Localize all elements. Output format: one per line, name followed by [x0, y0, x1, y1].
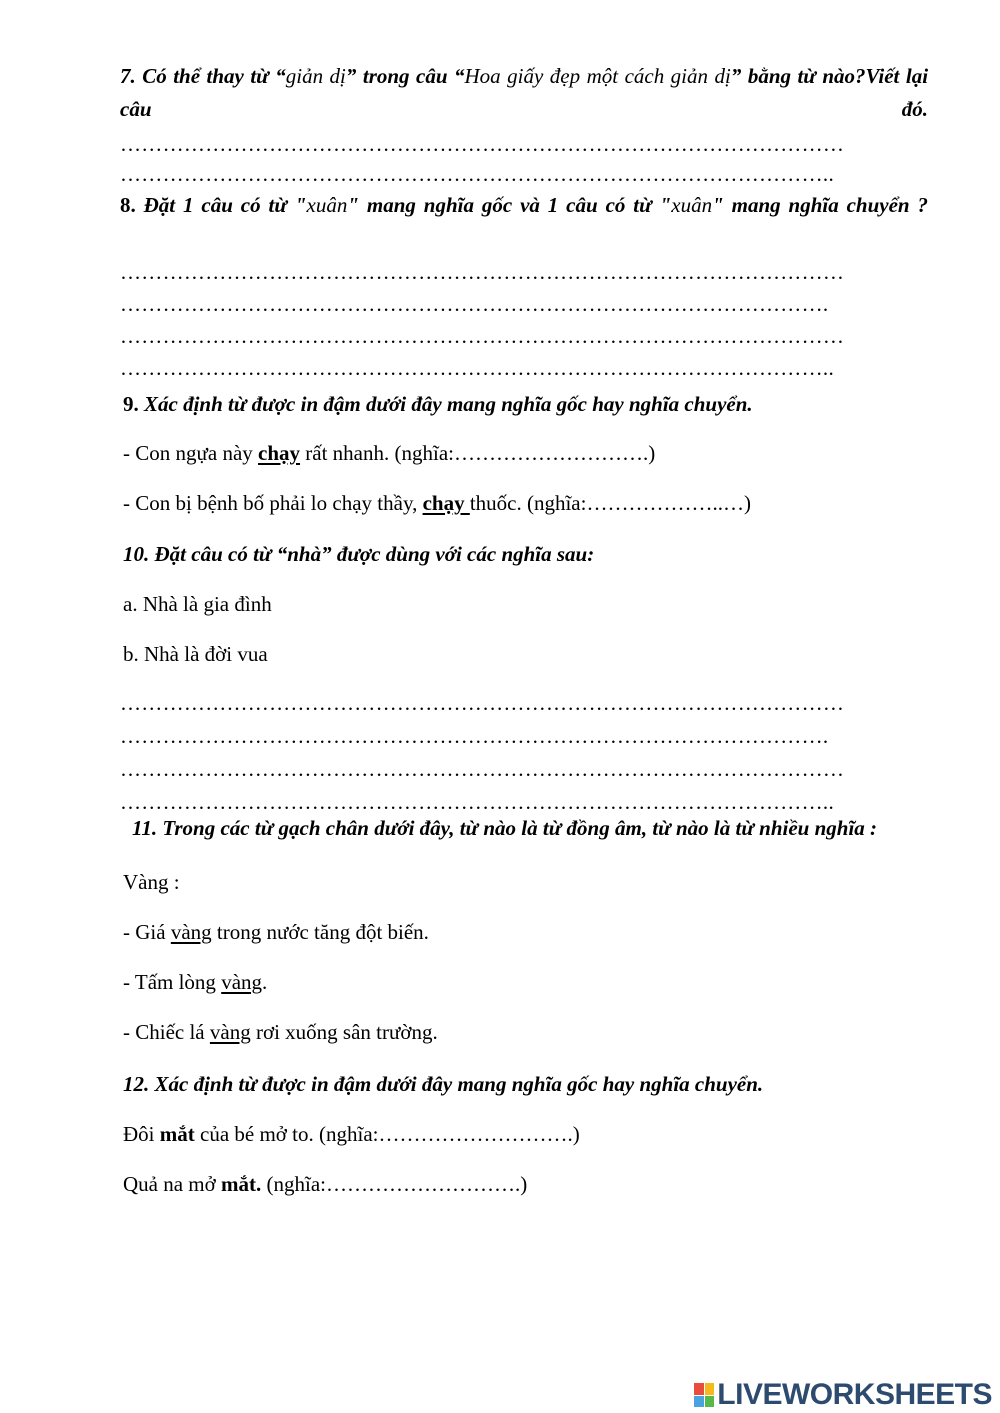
question-12-prompt: 12. Xác định từ được in đậm dưới đây mang nghĩa gốc hay nghĩa chuyển. — [123, 1072, 764, 1096]
answer-line[interactable]: ………………………………………………………………………………………… — [120, 133, 845, 155]
keyword: xuân — [306, 193, 348, 217]
question-9-item-1: - Con ngựa này chạy rất nhanh. (nghĩa:……………………….) — [123, 441, 656, 465]
question-11-prompt: 11. Trong các từ gạch chân dưới đây, từ nào là từ đồng âm, từ nào là từ nhiều nghĩa : — [132, 816, 878, 840]
answer-line[interactable]: ………………………………………………………………………………………. — [120, 725, 829, 747]
answer-line[interactable]: ………………………………………………………………………………………… — [120, 325, 845, 347]
bold-word: chạy — [422, 491, 470, 515]
answer-line[interactable]: ………………………………………………………………………………………. — [120, 293, 829, 315]
question-11-item-1: - Giá vàng trong nước tăng đột biến. — [123, 920, 429, 944]
question-10-option-b: b. Nhà là đời vua — [123, 642, 268, 666]
underlined-word: vàng — [209, 1020, 251, 1044]
question-9-prompt: 9. Xác định từ được in đậm dưới đây mang nghĩa gốc hay nghĩa chuyển. — [123, 392, 753, 416]
question-12-item-1: Đôi mắt của bé mở to. (nghĩa:……………………….) — [123, 1122, 580, 1146]
brand-name: LIVEWORKSHEETS — [717, 1378, 992, 1411]
answer-line[interactable]: ……………………………………………………………………………………….. — [120, 163, 834, 185]
question-11-item-3: - Chiếc lá vàng rơi xuống sân trường. — [123, 1020, 438, 1044]
question-9-number: 9. — [123, 392, 139, 416]
question-11-item-2: - Tấm lòng vàng. — [123, 970, 268, 994]
quoted-sentence: Hoa giấy đẹp một cách giản dị — [464, 64, 731, 88]
question-12-item-2: Quả na mở mắt. (nghĩa:……………………….) — [123, 1172, 528, 1196]
keyword: xuân — [671, 193, 713, 217]
answer-line[interactable]: ………………………………………………………………………………………… — [120, 758, 845, 780]
answer-line[interactable]: ……………………………………………………………………………………….. — [120, 791, 834, 813]
liveworksheets-logo[interactable] — [694, 1380, 992, 1410]
underlined-word: vàng — [221, 970, 263, 994]
bold-word: chạy — [258, 441, 301, 465]
answer-line[interactable]: ……………………………………………………………………………………….. — [120, 357, 834, 379]
answer-line[interactable]: ………………………………………………………………………………………… — [120, 261, 845, 283]
underlined-word: vàng — [170, 920, 212, 944]
question-8-number: 8. — [120, 193, 136, 217]
question-8-prompt: 8. Đặt 1 câu có từ "xuân" mang nghĩa gốc và 1 câu có từ "xuân" mang nghĩa chuyển ? — [120, 193, 929, 217]
liveworksheets-logo-icon — [694, 1383, 714, 1407]
question-7-prompt: 7. Có thể thay từ “giản dị” trong câu “Hoa giấy đẹp một cách giản dị” bằng từ nào?Viết lại câu đó. — [120, 64, 929, 121]
answer-line[interactable]: ………………………………………………………………………………………… — [120, 692, 845, 714]
question-9-item-2: - Con bị bệnh bố phải lo chạy thầy, chạy thuốc. (nghĩa:………………..…) — [123, 491, 751, 515]
question-10-option-a: a. Nhà là gia đình — [123, 592, 272, 616]
bold-word: mắt. — [221, 1172, 262, 1196]
bold-word: mắt — [159, 1122, 195, 1146]
question-10-prompt: 10. Đặt câu có từ “nhà” được dùng với các nghĩa sau: — [123, 542, 595, 566]
question-7-number: 7. — [120, 64, 136, 88]
quoted-word: giản dị — [285, 64, 346, 88]
question-11-label: Vàng : — [123, 870, 180, 894]
